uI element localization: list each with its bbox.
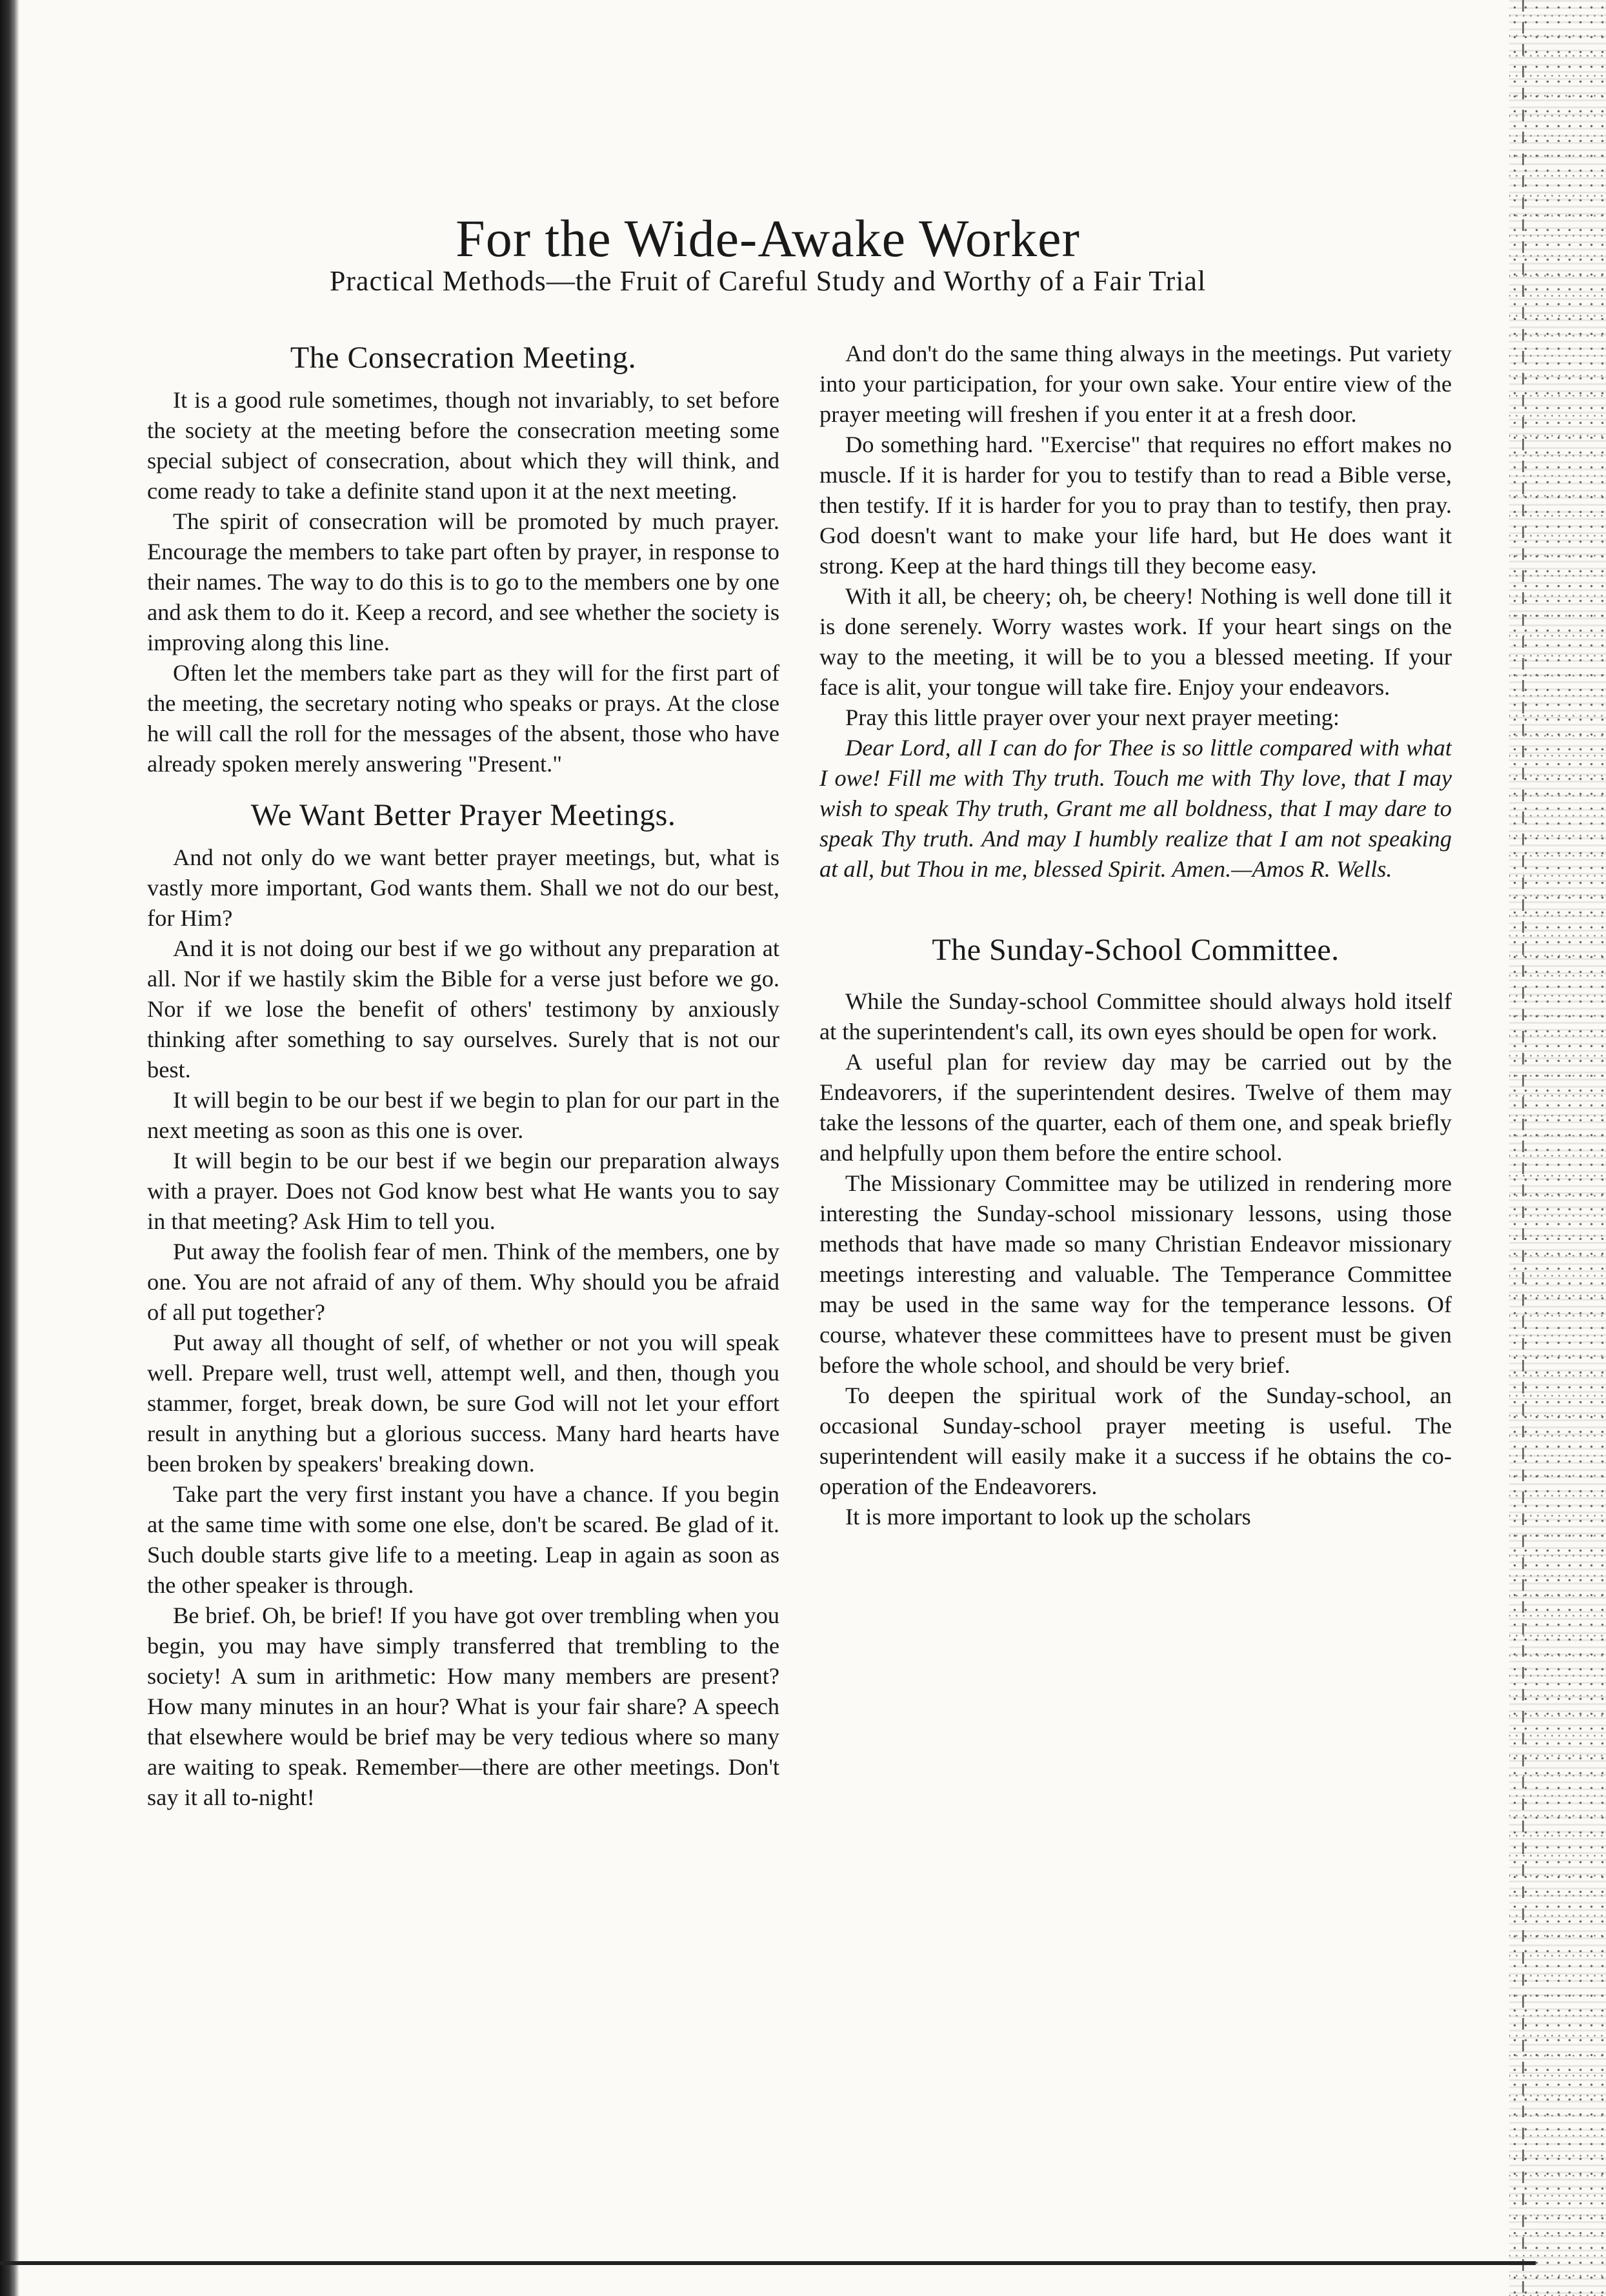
left-column <box>147 339 779 2248</box>
prayer-quote: Dear Lord, all I can do for Thee is so little compared with what I owe! Fill me with Thy truth. Touch me with Thy love, that I may wish to speak Thy truth, Grant me all boldness, that I may dare to speak Thy truth. And may I humbly realize that I am not speaking at all, but Thou in me, blessed Spirit. Amen.—Amos R. Wells. <box>819 735 1452 882</box>
torn-page-edge <box>1509 0 1606 2296</box>
paragraph: It will begin to be our best if we begin to plan for our part in the next meeting as soon as this one is over. <box>147 1087 779 1143</box>
paragraph: The Missionary Committee may be utilized in rendering more interesting the Sunday-school missionary lessons, using those methods that have made so many Christian Endeavor missionary meetings interesting and valuable. The Temperance Committee may be used in the same way for the temperance lessons. Of course, whatever these committees have to present must be given before the whole school, and should be very brief. <box>819 1170 1452 1378</box>
paragraph: Be brief. Oh, be brief! If you have got over trembling when you begin, you may have simply transferred that trembling to the society! A sum in arithmetic: How many members are present? How many minutes in an hour? What is your fair share? A speech that elsewhere would be brief may be very tedious where so many are waiting to speak. Remember—there are other meetings. Don't say it all to-night! <box>147 1602 779 1810</box>
paragraph: It is more important to look up the scholars <box>845 1504 1251 1530</box>
paragraph: Do something hard. "Exercise" that requires no effort makes no muscle. If it is harder for you to testify than to read a Bible verse, then testify. If it is harder for you to pray than to testify, then pray. God doesn't want to make your life hard, but He does want it strong. Keep at the hard things till they become easy. <box>819 432 1452 579</box>
paragraph: Put away the foolish fear of men. Think of the members, one by one. You are not afraid of any of them. Why should you be afraid of all put together? <box>147 1239 779 1325</box>
section-heading-prayer-meetings: We Want Better Prayer Meetings. <box>250 798 676 832</box>
paragraph: Often let the members take part as they will for the first part of the meeting, the secretary noting who speaks or prays. At the close he will call the roll for the messages of the absent, those who have already spoken merely answering "Present." <box>147 660 779 777</box>
paragraph: Put away all thought of self, of whether or not you will speak well. Prepare well, trust well, attempt well, and then, though you stammer, forget, break down, be sure God will not let your effort result in anything but a glorious success. Many hard hearts have been broken by speakers' breaking down. <box>147 1330 779 1477</box>
paragraph: Take part the very first instant you have a chance. If you begin at the same time with some one else, don't be scared. Be glad of it. Such double starts give life to a meeting. Leap in again as soon as the other speaker is through. <box>147 1481 779 1598</box>
paragraph: And not only do we want better prayer meetings, but, what is vastly more important, God wants them. Shall we not do our best, for Him? <box>147 844 779 931</box>
section-heading-sunday-school: The Sunday-School Committee. <box>932 933 1340 967</box>
paragraph: The spirit of consecration will be promoted by much prayer. Encourage the members to take part often by prayer, in response to their names. The way to do this is to go to the members one by one and ask them to do it. Keep a record, and see whether the society is improving along this line. <box>147 508 779 655</box>
paragraph: To deepen the spiritual work of the Sunday-school, an occasional Sunday-school prayer meeting is useful. The superintendent will easily make it a success if he obtains the co-operation of the Endeavorers. <box>819 1383 1452 1499</box>
right-column <box>819 339 1452 2248</box>
page-subtitle: Practical Methods—the Fruit of Careful Study and Worthy of a Fair Trial <box>329 265 1207 297</box>
bottom-rule <box>0 2261 1536 2265</box>
paragraph: With it all, be cheery; oh, be cheery! Nothing is well done till it is done serenely. Worry wastes work. If your heart sings on the way to the meeting, it will be to you a blessed meeting. If your face is alit, your tongue will take fire. Enjoy your endeavors. <box>819 583 1452 700</box>
paragraph: It will begin to be our best if we begin our preparation always with a prayer. Does not God know best what He wants you to say in that meeting? Ask Him to tell you. <box>147 1148 779 1234</box>
binding-edge <box>0 0 19 2296</box>
page-title: For the Wide-Awake Worker <box>456 208 1080 268</box>
paragraph: Pray this little prayer over your next prayer meeting: <box>845 704 1340 730</box>
paragraph: While the Sunday-school Committee should always hold itself at the superintendent's call, its own eyes should be open for work. <box>819 988 1452 1044</box>
paragraph: It is a good rule sometimes, though not invariably, to set before the society at the meeting before the consecration meeting some special subject of consecration, about which they will think, and come ready to take a definite stand upon it at the next meeting. <box>147 387 779 504</box>
paragraph: A useful plan for review day may be carried out by the Endeavorers, if the superintendent desires. Twelve of them may take the lessons of the quarter, each of them one, and speak briefly and helpfully upon them before the entire school. <box>819 1049 1452 1166</box>
paragraph: And it is not doing our best if we go without any preparation at all. Nor if we hastily skim the Bible for a verse just before we go. Nor if we lose the benefit of others' testimony by anxiously thinking after something to say ourselves. Surely that is not our best. <box>147 935 779 1083</box>
section-heading-consecration: The Consecration Meeting. <box>290 341 637 375</box>
paragraph: And don't do the same thing always in the meetings. Put variety into your participation, for your own sake. Your entire view of the prayer meeting will freshen if you enter it at a fresh door. <box>819 341 1452 427</box>
